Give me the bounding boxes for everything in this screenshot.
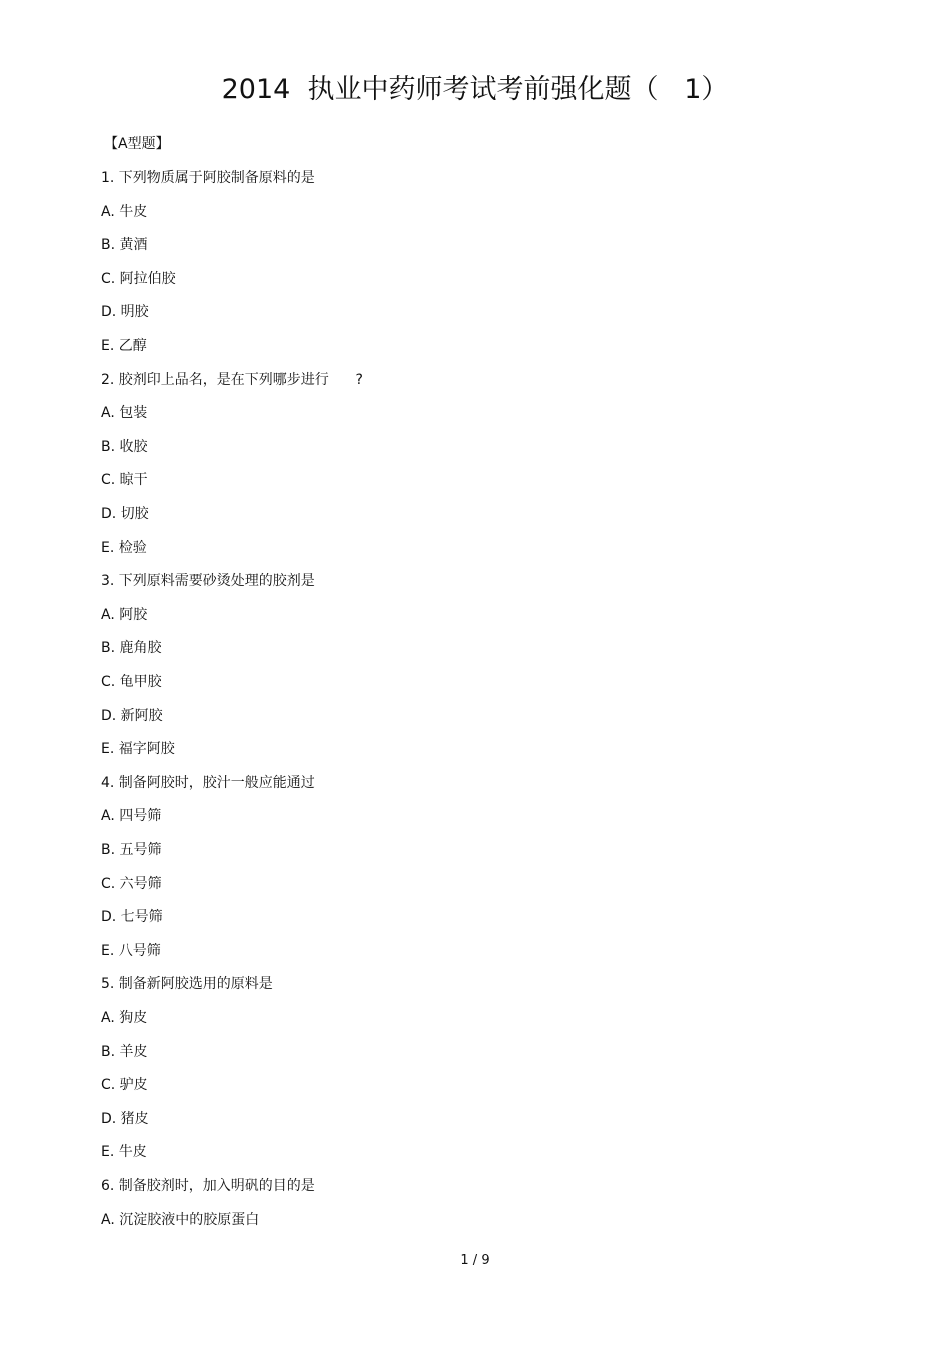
answer-option: E. 八号筛 xyxy=(101,943,161,959)
answer-option: C. 晾干 xyxy=(101,472,148,488)
answer-option: B. 黄酒 xyxy=(101,237,148,253)
answer-option: D. 明胶 xyxy=(101,304,149,320)
answer-option: A. 阿胶 xyxy=(101,607,148,623)
answer-option: D. 猪皮 xyxy=(101,1111,149,1127)
answer-option: C. 驴皮 xyxy=(101,1077,148,1093)
answer-option: B. 收胶 xyxy=(101,439,148,455)
answer-option: B. 鹿角胶 xyxy=(101,640,162,656)
answer-option: A. 四号筛 xyxy=(101,808,162,824)
answer-option: D. 切胶 xyxy=(101,506,149,522)
answer-option: B. 羊皮 xyxy=(101,1044,148,1060)
answer-option: E. 福字阿胶 xyxy=(101,741,175,757)
answer-option: A. 沉淀胶液中的胶原蛋白 xyxy=(101,1212,260,1228)
question-text: 6. 制备胶剂时，加入明矾的目的是 xyxy=(101,1178,315,1194)
question-text: 4. 制备阿胶时，胶汁一般应能通过 xyxy=(101,775,315,791)
section-heading: 【A型题】 xyxy=(104,136,170,152)
answer-option: B. 五号筛 xyxy=(101,842,162,858)
answer-option: A. 牛皮 xyxy=(101,204,148,220)
question-text: 3. 下列原料需要砂烫处理的胶剂是 xyxy=(101,573,315,589)
question-text: 2. 胶剂印上品名，是在下列哪步进行 ? xyxy=(101,372,363,388)
page-title: 2014 执业中药师考试考前强化题（ 1） xyxy=(221,74,729,105)
answer-option: D. 新阿胶 xyxy=(101,708,163,724)
page-number: 1 / 9 xyxy=(460,1253,490,1268)
answer-option: A. 狗皮 xyxy=(101,1010,148,1026)
answer-option: A. 包装 xyxy=(101,405,148,421)
question-text: 1. 下列物质属于阿胶制备原料的是 xyxy=(101,170,315,186)
answer-option: C. 阿拉伯胶 xyxy=(101,271,176,287)
answer-option: D. 七号筛 xyxy=(101,909,163,925)
question-text: 5. 制备新阿胶选用的原料是 xyxy=(101,976,273,992)
answer-option: E. 乙醇 xyxy=(101,338,147,354)
answer-option: E. 检验 xyxy=(101,540,147,556)
answer-option: E. 牛皮 xyxy=(101,1144,147,1160)
answer-option: C. 六号筛 xyxy=(101,876,162,892)
answer-option: C. 龟甲胶 xyxy=(101,674,162,690)
